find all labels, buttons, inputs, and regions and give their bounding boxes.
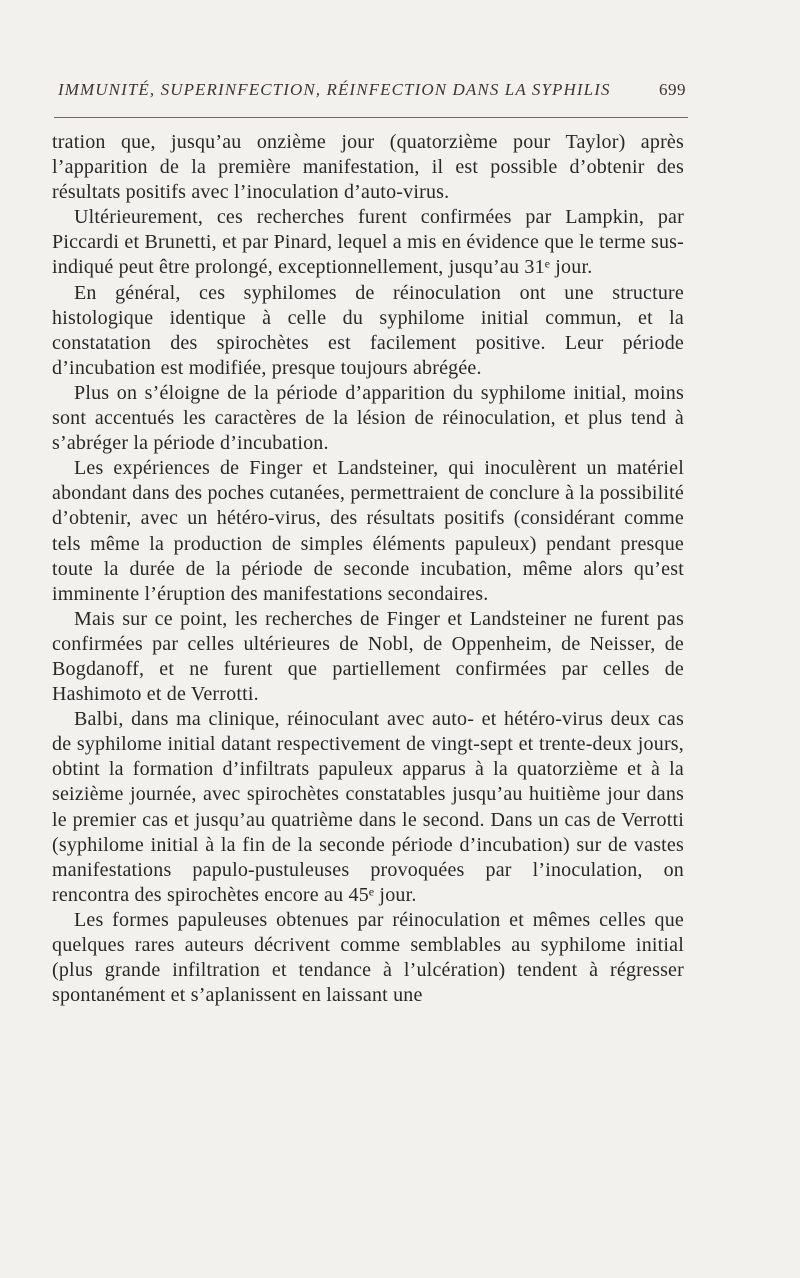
running-header	[52, 68, 684, 108]
paragraph: tration que, jusqu’au onzième jour (quatorzième pour Taylor) après l’apparition de la première manifestation, il est possible d’obtenir des résultats positifs avec l’inoculation d’auto-virus.	[52, 131, 684, 204]
page-number: 699	[659, 80, 686, 99]
body-text	[52, 130, 684, 1008]
paragraph: Mais sur ce point, les recherches de Finger et Landsteiner ne furent pas confirmées par celles ultérieures de Nobl, de Oppenheim, de Neisser, de Bogdanoff, et ne furent que partiellement confirmées par celles de Hashimoto et de Verrotti.	[52, 607, 684, 706]
paragraph: Les expériences de Finger et Landsteiner, qui inoculèrent un matériel abondant dans des poches cutanées, permettraient de conclure à la possibilité d’obtenir, avec un hétéro-virus, des résultats positifs (considérant comme tels même la production de simples éléments papuleux) pendant presque toute la durée de la période de seconde incubation, même alors qu’est imminente l’éruption des manifestations secondaires.	[52, 457, 684, 605]
paragraph: Les formes papuleuses obtenues par réinoculation et mêmes celles que quelques rares auteurs décrivent comme semblables au syphilome initial (plus grande infiltration et tendance à l’ulcération) tendent à régresser spontanément et s’aplanissent en laissant une	[52, 908, 684, 1007]
paragraph: Ultérieurement, ces recherches furent confirmées par Lampkin, par Piccardi et Brunetti, et par Pinard, lequel a mis en évidence que le terme sus-indiqué peut être prolongé, exceptionnellement, jusqu’au 31ᵉ jour.	[52, 206, 684, 279]
book-page	[52, 68, 686, 1007]
header-rule	[54, 117, 688, 118]
paragraph: Plus on s’éloigne de la période d’apparition du syphilome initial, moins sont accentués les caractères de la lésion de réinoculation, et plus tend à s’abréger la période d’incubation.	[52, 381, 684, 455]
paragraph: En général, ces syphilomes de réinoculation ont une structure histologique identique à celle du syphilome initial commun, et la constatation des spirochètes est facilement positive. Leur période d’incubation est modifiée, presque toujours abrégée.	[52, 281, 684, 379]
paragraph: Balbi, dans ma clinique, réinoculant avec auto- et hétéro-virus deux cas de syphilome initial datant respectivement de vingt-sept et trente-deux jours, obtint la formation d’infiltrats papuleux apparus à la quatorzième et à la seizième journée, avec spirochètes constatables jusqu’au huitième jour dans le premier cas et jusqu’au quatrième dans le second. Dans un cas de Verrotti (syphilome initial à la fin de la seconde période d’incubation) sur de vastes manifestations papulo-pustuleuses provoquées par l’inoculation, on rencontra des spirochètes encore au 45ᵉ jour.	[52, 708, 684, 906]
running-title: IMMUNITÉ, SUPERINFECTION, RÉINFECTION DANS LA SYPHILIS	[58, 80, 611, 99]
